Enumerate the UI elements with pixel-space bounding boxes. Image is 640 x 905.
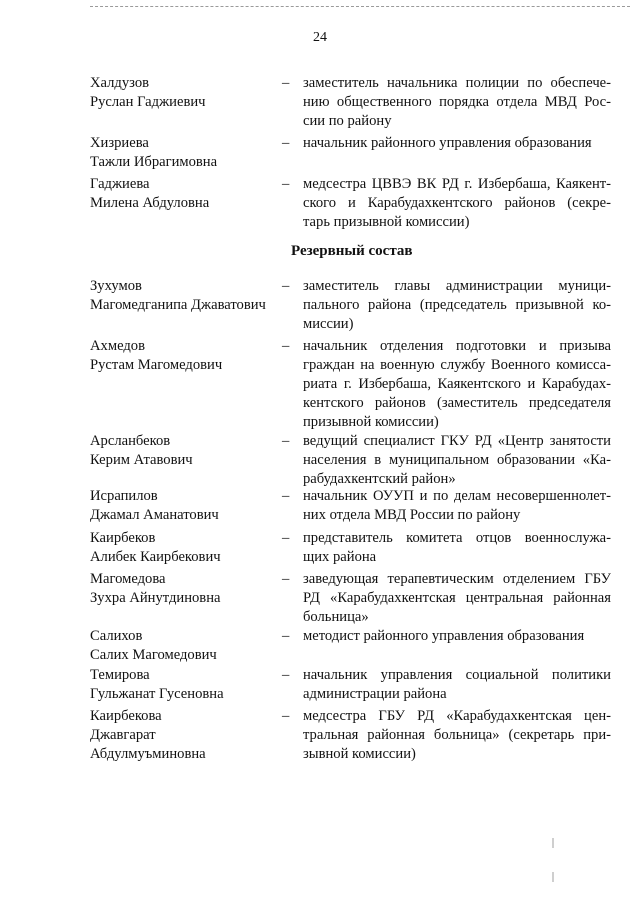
scan-artifact-mark [552,838,554,848]
description-line: граждан на военную службу Военного комисса- [303,357,611,373]
given-names: Салих Магомедович [90,647,217,663]
description-line: рабудахкентский район» [303,471,456,487]
given-names: Джавгарат [90,727,156,743]
description-line: них отдела МВД России по району [303,507,521,523]
person-name [90,707,280,764]
description-line: медсестра ГБУ РД «Карабудахкентская цен- [303,708,611,724]
given-names: Керим Атавович [90,452,193,468]
dash-separator: – [282,571,290,587]
description-line: заместитель начальника полиции по обеспече- [303,75,611,91]
person-name [90,487,280,525]
given-names: Гульжанат Гусеновна [90,686,224,702]
person-name [90,666,280,704]
dash-separator: – [282,530,290,546]
section-heading: Резервный состав [291,243,413,259]
description-line: тральная районная больница» (секретарь при- [303,727,611,743]
person-name [90,432,280,470]
surname: Каирбеков [90,530,156,546]
description-line: заведующая терапевтическим отделением ГБУ [303,571,611,587]
description-line: миссии) [303,316,354,332]
description-line: зывной комиссии) [303,746,416,762]
description-line: щих района [303,549,377,565]
description-line: начальник ОУУП и по делам несовершеннолет- [303,488,611,504]
description-line: населения в муниципальном образовании «Ка- [303,452,611,468]
surname: Гаджиева [90,176,150,192]
description-line: начальник районного управления образования [303,135,592,151]
surname: Зухумов [90,278,142,294]
person-name [90,134,280,172]
dash-separator: – [282,75,290,91]
position-description [303,74,611,131]
dash-separator: – [282,338,290,354]
surname: Ахмедов [90,338,145,354]
given-names: Магомедганипа Джаватович [90,297,266,313]
surname: Хизриева [90,135,149,151]
position-description [303,134,611,153]
description-line: медсестра ЦВВЭ ВК РД г. Избербаша, Каякент- [303,176,611,192]
surname: Салихов [90,628,143,644]
surname: Темирова [90,667,150,683]
description-line: призывной комиссии) [303,414,439,430]
given-names: Зухра Айнутдиновна [90,590,221,606]
position-description [303,707,611,764]
description-line: методист районного управления образования [303,628,585,644]
given-names: Руслан Гаджиевич [90,94,206,110]
dash-separator: – [282,708,290,724]
position-description [303,666,611,704]
person-name [90,175,280,213]
surname: Исрапилов [90,488,158,504]
position-description [303,529,611,567]
position-description [303,487,611,525]
dash-separator: – [282,176,290,192]
surname: Магомедова [90,571,166,587]
patronymic: Абдулмуъминовна [90,746,206,762]
position-description [303,337,611,432]
dash-separator: – [282,135,290,151]
position-description [303,570,611,627]
description-line: начальник управления социальной политики [303,667,611,683]
description-line: представитель комитета отцов военнослужа- [303,530,611,546]
given-names: Рустам Магомедович [90,357,223,373]
person-name [90,74,280,112]
description-line: РД «Карабудахкентская центральная районная [303,590,611,606]
scan-top-edge-line [90,6,630,7]
given-names: Тажли Ибрагимовна [90,154,218,170]
position-description [303,432,611,489]
surname: Халдузов [90,75,150,91]
person-name [90,570,280,608]
description-line: больница» [303,609,369,625]
surname: Каирбекова [90,708,162,724]
scan-artifact-mark [552,872,554,882]
surname: Арсланбеков [90,433,171,449]
dash-separator: – [282,488,290,504]
description-line: администрации района [303,686,447,702]
given-names: Милена Абдуловна [90,195,210,211]
person-name [90,529,280,567]
given-names: Джамал Аманатович [90,507,219,523]
dash-separator: – [282,667,290,683]
description-line: тарь призывной комиссии) [303,214,470,230]
description-line: пального района (председатель призывной ко- [303,297,611,313]
description-line: заместитель главы администрации муници- [303,278,611,294]
dash-separator: – [282,628,290,644]
position-description [303,277,611,334]
page-number: 24 [313,30,327,45]
position-description [303,175,611,232]
dash-separator: – [282,433,290,449]
position-description [303,627,611,646]
description-line: ского и Карабудахкентского районов (секре- [303,195,611,211]
description-line: кентского районов (заместитель председателя [303,395,611,411]
dash-separator: – [282,278,290,294]
given-names: Алибек Каирбекович [90,549,221,565]
description-line: начальник отделения подготовки и призыва [303,338,611,354]
description-line: ведущий специалист ГКУ РД «Центр занятости [303,433,611,449]
description-line: риата г. Избербаша, Каякентского и Карабудах- [303,376,611,392]
person-name [90,337,280,375]
person-name [90,277,280,315]
description-line: сии по району [303,113,392,129]
person-name [90,627,280,665]
description-line: нию общественного порядка отдела МВД Рос- [303,94,611,110]
